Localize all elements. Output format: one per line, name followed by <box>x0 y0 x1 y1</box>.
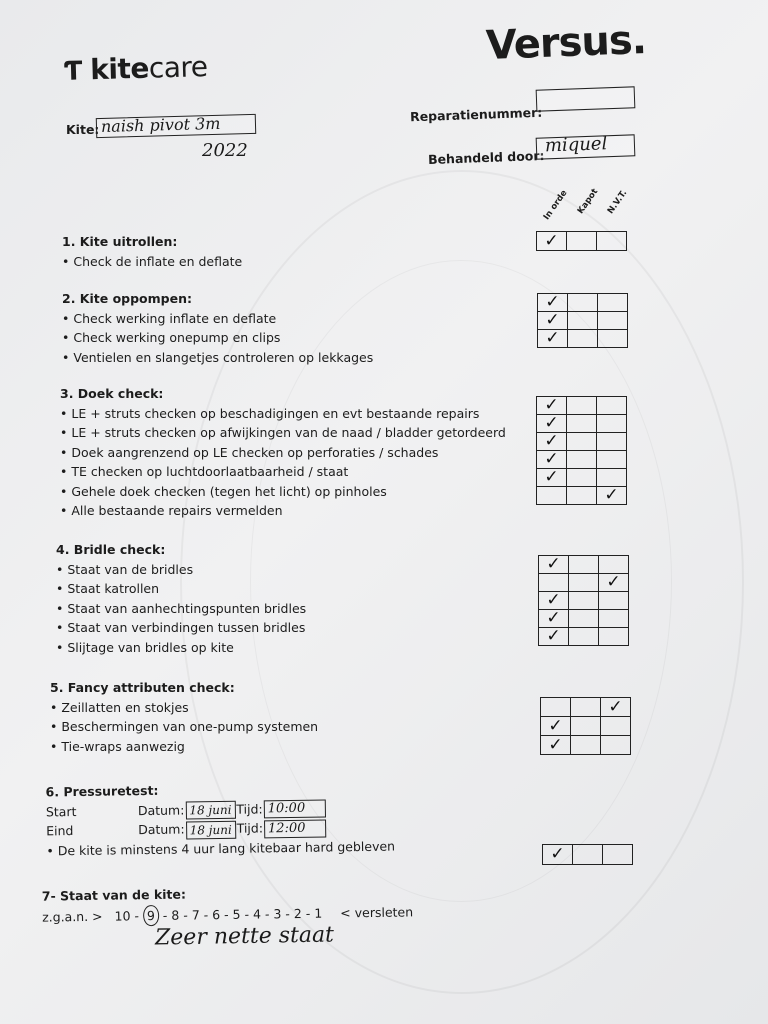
checkbox-row <box>539 592 629 610</box>
time-label: Tijd: <box>236 800 263 817</box>
separator: - <box>179 907 192 923</box>
check-item: • TE checken op luchtdoorlaatbaarheid / staat <box>60 462 506 482</box>
separator: - <box>130 907 144 923</box>
checkbox-row <box>539 574 629 592</box>
checkbox-cell-ok[interactable]: ✓ <box>537 232 567 251</box>
checkbox-cell-na[interactable] <box>601 717 631 736</box>
check-item: • Beschermingen van one-pump systemen <box>50 717 318 737</box>
state-scale-value[interactable]: 7 <box>191 906 200 922</box>
separator: - <box>301 905 315 921</box>
checkbox-cell-na[interactable]: ✓ <box>599 574 629 592</box>
kite-icon: Ƭ <box>63 56 83 87</box>
checkbox-row <box>538 330 628 348</box>
check-item: • Staat katrollen <box>56 579 306 599</box>
checkbox-row <box>539 628 629 646</box>
checkbox-cell-ok[interactable]: ✓ <box>537 451 567 469</box>
column-header-ok: In orde <box>541 188 570 222</box>
start-date-field[interactable]: 18 juni <box>185 801 235 820</box>
section-title: 2. Kite oppompen: <box>62 291 192 306</box>
checkbox-row <box>541 698 631 717</box>
time-label: Tijd: <box>236 820 264 836</box>
checkbox-cell-na[interactable] <box>597 397 627 415</box>
state-scale-value[interactable]: 9 <box>143 904 159 926</box>
checkbox-cell-broken[interactable] <box>567 397 597 415</box>
checkbox-cell-na[interactable] <box>601 736 631 755</box>
handled-by-label: Behandeld door: <box>427 147 545 168</box>
checkbox-cell-broken[interactable] <box>571 717 601 736</box>
kite-field[interactable] <box>96 114 256 138</box>
checkbox-cell-ok[interactable]: ✓ <box>541 736 571 755</box>
checkbox-cell-na[interactable] <box>597 451 627 469</box>
checkbox-cell-ok[interactable]: ✓ <box>539 556 569 574</box>
checkbox-cell-broken[interactable] <box>567 451 597 469</box>
checkbox-cell-na[interactable] <box>597 232 627 251</box>
checkbox-row <box>537 433 627 451</box>
checkbox-row <box>537 487 627 505</box>
date-label: Datum: <box>138 821 185 838</box>
checkbox-row <box>537 397 627 415</box>
pressure-statement: • De kite is minstens 4 uur lang kitebaar hard gebleven <box>46 836 395 860</box>
separator: - <box>260 905 274 922</box>
state-scale <box>114 905 322 923</box>
checkbox-row <box>543 845 633 865</box>
checkbox-cell-broken[interactable] <box>568 330 598 348</box>
check-item: • Slijtage van bridles op kite <box>56 638 306 658</box>
check-item: • LE + struts checken op afwijkingen van de naad / bladder getordeerd <box>60 423 506 443</box>
end-label: Eind <box>46 823 74 839</box>
check-item: • Ventielen en slangetjes controleren op lekkages <box>62 348 373 368</box>
column-header-broken: Kapot <box>575 187 601 216</box>
checkbox-cell-broken[interactable] <box>567 232 597 251</box>
section-title: 5. Fancy attributen check: <box>50 680 235 695</box>
section-title: 4. Bridle check: <box>56 542 166 557</box>
checkbox-cell-broken[interactable] <box>571 698 601 717</box>
checkbox-cell-ok[interactable] <box>537 487 567 505</box>
check-item: • LE + struts checken op beschadigingen en evt bestaande repairs <box>60 404 506 424</box>
checkbox-row <box>537 232 627 251</box>
section-title: 7- Staat van de kite: <box>41 886 187 904</box>
checkbox-row <box>541 717 631 736</box>
checkbox-cell-ok[interactable]: ✓ <box>538 330 568 348</box>
section-title: 6. Pressuretest: <box>45 782 159 800</box>
section-5 <box>50 678 318 756</box>
checkbox-cell-na[interactable] <box>599 610 629 628</box>
state-left-label: z.g.a.n. > <box>42 908 103 925</box>
kite-label: Kite: <box>66 122 100 137</box>
checkbox-row <box>537 415 627 433</box>
checkbox-cell-ok[interactable]: ✓ <box>537 415 567 433</box>
checkbox-cell-ok[interactable]: ✓ <box>537 397 567 415</box>
kite-year: 2022 <box>202 140 248 161</box>
checkbox-row <box>538 294 628 312</box>
checkbox-cell-na[interactable] <box>597 469 627 487</box>
section-title: 1. Kite uitrollen: <box>62 234 178 249</box>
checkbox-cell-broken[interactable] <box>569 610 599 628</box>
start-label: Start <box>45 803 77 819</box>
checkbox-cell-na[interactable] <box>603 845 633 865</box>
check-item: • Alle bestaande repairs vermelden <box>60 501 506 521</box>
section-4 <box>56 540 306 657</box>
section-title: 3. Doek check: <box>60 386 164 401</box>
checkbox-row <box>539 556 629 574</box>
section-2 <box>62 289 373 367</box>
checkbox-cell-ok[interactable]: ✓ <box>537 469 567 487</box>
handled-by-field[interactable] <box>536 134 636 159</box>
checkbox-cell-ok[interactable] <box>541 698 571 717</box>
checkbox-grid <box>540 697 631 755</box>
separator: - <box>281 905 294 921</box>
check-item: • Staat van verbindingen tussen bridles <box>56 618 306 638</box>
state-scale-value[interactable]: 10 <box>114 907 131 924</box>
checkbox-row <box>541 736 631 755</box>
checkbox-cell-na[interactable] <box>597 415 627 433</box>
kitecare-logo: Ƭ kitecare <box>63 50 208 87</box>
end-date-field[interactable]: 18 juni <box>186 820 236 839</box>
separator: - <box>240 906 254 922</box>
checkbox-cell-ok[interactable]: ✓ <box>539 628 569 646</box>
repair-number-field[interactable] <box>536 86 636 111</box>
checkbox-grid <box>538 555 629 646</box>
checkbox-grid <box>537 293 628 348</box>
checkbox-cell-na[interactable] <box>597 433 627 451</box>
checkbox-cell-broken[interactable] <box>568 312 598 330</box>
checkbox-cell-broken[interactable] <box>567 415 597 433</box>
section-1 <box>62 232 242 271</box>
checkbox-row <box>538 312 628 330</box>
check-item: • Tie-wraps aanwezig <box>50 737 318 757</box>
checkbox-cell-na[interactable] <box>599 628 629 646</box>
checkbox-grid <box>536 396 627 505</box>
checkbox-grid <box>542 844 633 865</box>
checkbox-grid <box>536 231 627 251</box>
checkbox-row <box>537 469 627 487</box>
checkbox-cell-ok[interactable] <box>539 574 569 592</box>
check-item: • Check de inflate en deflate <box>62 252 242 272</box>
checkbox-cell-ok[interactable]: ✓ <box>539 610 569 628</box>
checkbox-cell-broken[interactable] <box>567 487 597 505</box>
state-scale-value[interactable]: 1 <box>314 905 323 921</box>
check-item: • Staat van aanhechtingspunten bridles <box>56 599 306 619</box>
checkbox-cell-na[interactable]: ✓ <box>597 487 627 505</box>
check-item: • Gehele doek checken (tegen het licht) op pinholes <box>60 482 506 502</box>
checkbox-cell-broken[interactable] <box>569 556 599 574</box>
checkbox-cell-na[interactable] <box>599 592 629 610</box>
checkbox-cell-broken[interactable] <box>567 469 597 487</box>
checkbox-cell-broken[interactable] <box>569 628 599 646</box>
state-right-label: < versleten <box>340 903 414 920</box>
date-label: Datum: <box>137 802 185 818</box>
checkbox-row <box>539 610 629 628</box>
checkbox-cell-na[interactable]: ✓ <box>601 698 631 717</box>
end-time-field[interactable]: 12:00 <box>264 819 326 838</box>
checkbox-cell-ok[interactable]: ✓ <box>543 845 573 865</box>
separator: - <box>220 906 233 922</box>
state-scale-value[interactable]: 3 <box>273 905 282 921</box>
state-scale-value[interactable]: 6 <box>212 906 221 922</box>
section-7 <box>42 881 414 927</box>
checkbox-cell-na[interactable] <box>598 294 628 312</box>
section-6 <box>45 778 395 861</box>
checkbox-cell-na[interactable] <box>598 330 628 348</box>
section-3 <box>60 384 506 521</box>
checkbox-cell-broken[interactable] <box>571 736 601 755</box>
checkbox-cell-broken[interactable] <box>568 294 598 312</box>
repair-number-label: Reparatienummer: <box>409 104 543 125</box>
checkbox-row <box>537 451 627 469</box>
check-item: • Doek aangrenzend op LE checken op perforaties / schades <box>60 443 506 463</box>
versus-logo: Versus. <box>485 16 647 70</box>
kite-value: naish pivot 3m <box>100 113 221 136</box>
state-scale-value[interactable]: 4 <box>252 906 262 922</box>
checkbox-cell-ok[interactable]: ✓ <box>541 717 571 736</box>
separator: - <box>158 907 172 923</box>
state-remark: Zeer nette staat <box>154 922 335 951</box>
state-scale-value[interactable]: 5 <box>232 906 241 922</box>
checkbox-cell-broken[interactable] <box>573 845 603 865</box>
state-scale-value[interactable]: 8 <box>171 907 180 923</box>
check-item: • Check werking onepump en clips <box>62 328 373 348</box>
state-scale-value[interactable]: 2 <box>293 905 302 921</box>
checkbox-cell-broken[interactable] <box>569 574 599 592</box>
check-item: • Check werking inflate en deflate <box>62 309 373 329</box>
checkbox-cell-ok[interactable]: ✓ <box>538 294 568 312</box>
check-item: • Staat van de bridles <box>56 560 306 580</box>
checkbox-cell-na[interactable] <box>598 312 628 330</box>
checkbox-cell-ok[interactable]: ✓ <box>539 592 569 610</box>
checkbox-cell-ok[interactable]: ✓ <box>538 312 568 330</box>
column-header-na: N.V.T. <box>605 188 630 216</box>
separator: - <box>199 906 213 922</box>
start-time-field[interactable]: 10:00 <box>264 800 326 819</box>
handled-by-value: miquel <box>544 133 608 157</box>
checkbox-cell-broken[interactable] <box>567 433 597 451</box>
checkbox-cell-broken[interactable] <box>569 592 599 610</box>
checkbox-cell-ok[interactable]: ✓ <box>537 433 567 451</box>
check-item: • Zeillatten en stokjes <box>50 698 318 718</box>
checkbox-cell-na[interactable] <box>599 556 629 574</box>
